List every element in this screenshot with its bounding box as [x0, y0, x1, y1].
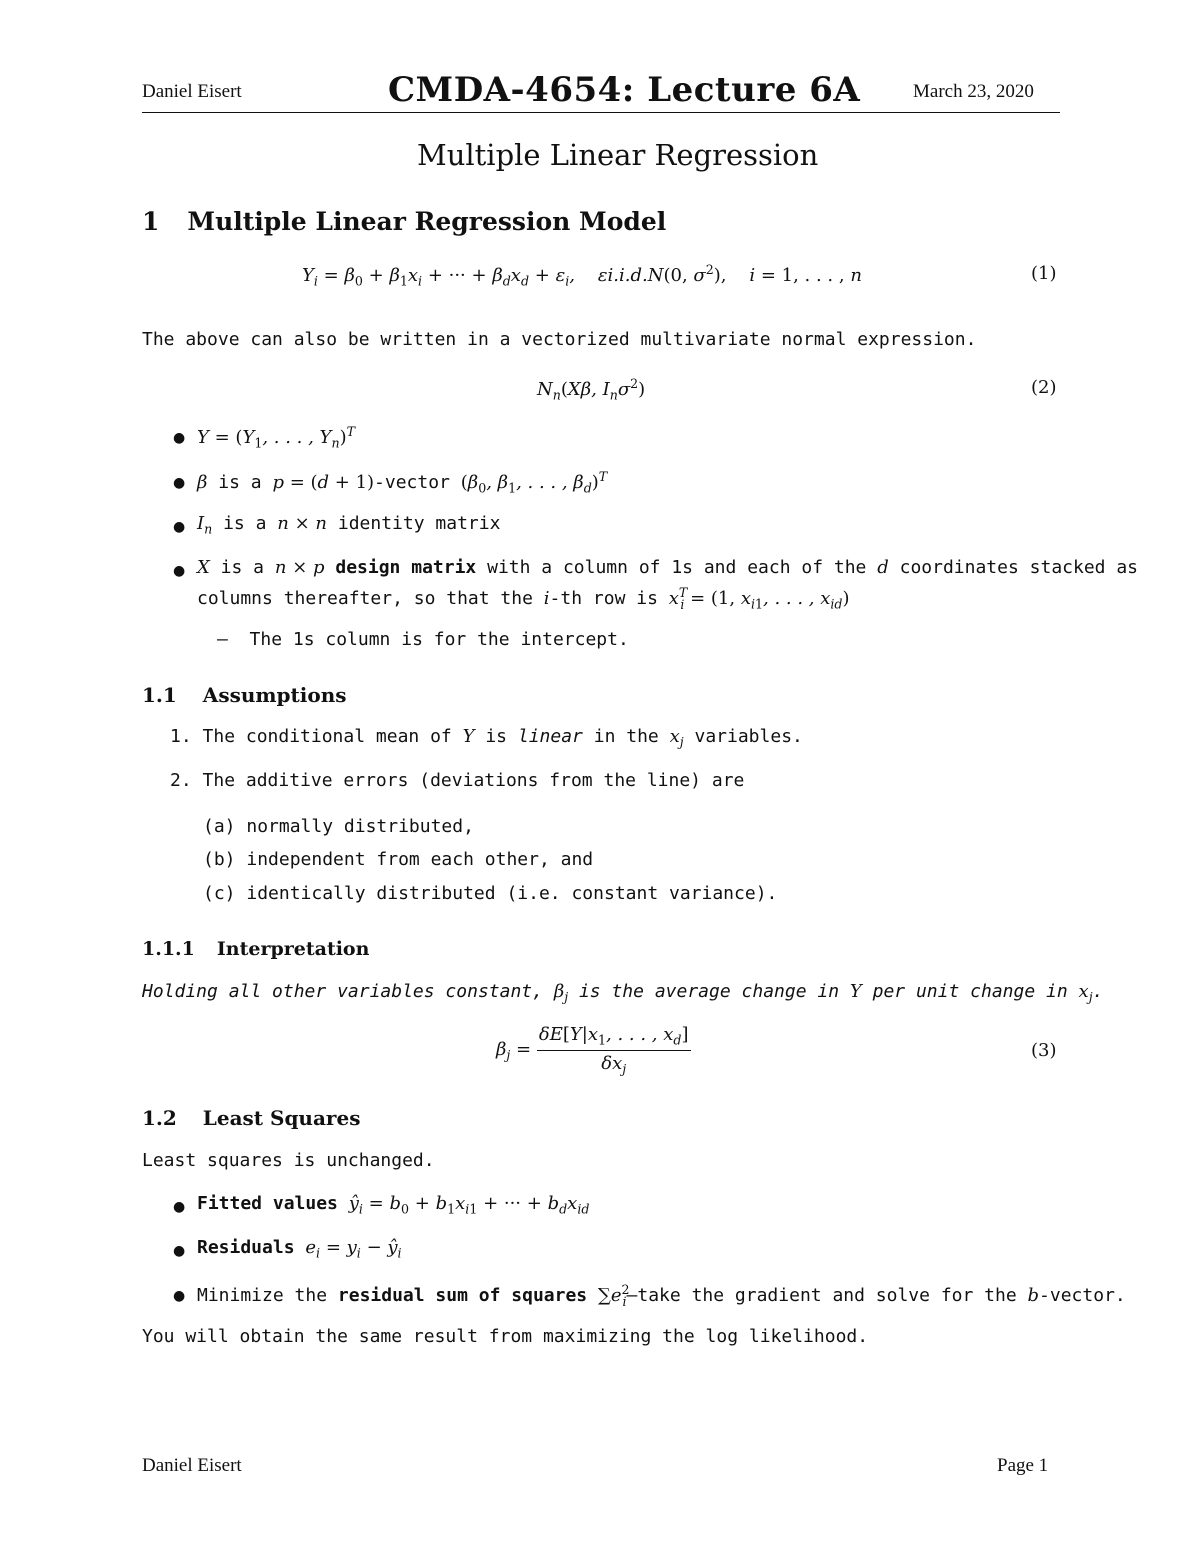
assumption-item-1: 1. The conditional mean of Y is linear in the $x_j$ variables.	[170, 726, 803, 750]
section-number: 1	[142, 207, 160, 236]
sub-bullet-intercept: – The 1s column is for the intercept.	[217, 629, 629, 650]
bullet-marker: ●	[173, 1243, 186, 1259]
least-squares-intro: Least squares is unchanged.	[142, 1150, 435, 1171]
subsubsection-interpretation-heading: 1.1.1 Interpretation	[142, 938, 370, 960]
bullet-marker: ●	[173, 1288, 186, 1304]
equation-3: $\beta_j$ = $\frac{\delta E[Y|x_1, . . . , x_d]}{\delta x_j}$	[496, 1024, 689, 1077]
footer-page-number: Page 1	[997, 1455, 1049, 1476]
bullet-design-matrix-line2: columns thereafter, so that the i-th row is $x^T_i = (1$, $x_{i1}$, . . . , $x_{id}$)	[197, 585, 850, 612]
subsection-assumptions-heading: 1.1 Assumptions	[142, 683, 347, 707]
header-author: Daniel Eisert	[142, 81, 242, 102]
interpretation-sentence: Holding all other variables constant, $\beta_j$ is the average change in Y per unit change in $x_j$.	[142, 981, 1104, 1005]
bullet-beta-vector: β is a p = (d + 1)-vector ($\beta_0$, $\beta_1$, . . . , $\beta_d)^T$	[197, 469, 608, 496]
bullet-marker: ●	[173, 519, 186, 535]
bullet-fitted-values: Fitted values $ŷ_i = b_0 + b_1x_{i1}$ + ··· + $b_dx_{id}$	[197, 1193, 590, 1217]
assumption-sub-c: (c) identically distributed (i.e. constant variance).	[203, 883, 778, 904]
section-title: Multiple Linear Regression Model	[187, 207, 667, 236]
bullet-Y-vector: $Y = (Y_1$, . . . , $Y_n)^T$	[197, 424, 356, 451]
document-title: Multiple Linear Regression	[417, 138, 819, 172]
bullet-rss: Minimize the residual sum of squares $\sum e^2_i—take$ the gradient and solve for the b-vector.	[197, 1282, 1126, 1309]
section-1-heading	[142, 207, 666, 236]
equation-2-number: (2)	[1031, 377, 1057, 398]
bullet-residuals: Residuals $e_i = y_i$ − $ŷ_i$	[197, 1237, 402, 1261]
header-rule	[142, 112, 1060, 113]
footer-author: Daniel Eisert	[142, 1455, 242, 1476]
equation-3-number: (3)	[1031, 1040, 1057, 1061]
equation-2: $N_n(X\beta$, $I_n\sigma^2$)	[537, 376, 646, 403]
bullet-identity-matrix: $I_n$ is a n × n identity matrix	[197, 513, 501, 537]
closing-sentence: You will obtain the same result from maximizing the log likelihood.	[142, 1326, 869, 1347]
subsection-least-squares-heading: 1.2 Least Squares	[142, 1106, 361, 1130]
bullet-marker: ●	[173, 1199, 186, 1215]
equation-1-number: (1)	[1031, 263, 1057, 284]
assumption-sub-a: (a) normally distributed,	[203, 816, 474, 837]
assumption-sub-b: (b) independent from each other, and	[203, 849, 594, 870]
bullet-design-matrix-line1: X is a n × p design matrix with a column of 1s and each of the d coordinates stacked as	[197, 557, 1139, 578]
assumption-item-2: 2. The additive errors (deviations from the line) are	[170, 770, 745, 791]
equation-1: $Y_i = \beta_0 + \beta_1x_i$ + ··· + $\beta_dx_d + \varepsilon_i$, εi.i.d.N(0, $\sigma^2$), i = 1, . . . , n	[302, 262, 862, 289]
paragraph-vectorized: The above can also be written in a vectorized multivariate normal expression.	[142, 329, 977, 350]
bullet-marker: ●	[173, 430, 186, 446]
header-date: March 23, 2020	[913, 81, 1034, 102]
bullet-marker: ●	[173, 475, 186, 491]
header-course-title: CMDA-4654: Lecture 6A	[388, 70, 861, 110]
bullet-marker: ●	[173, 563, 186, 579]
